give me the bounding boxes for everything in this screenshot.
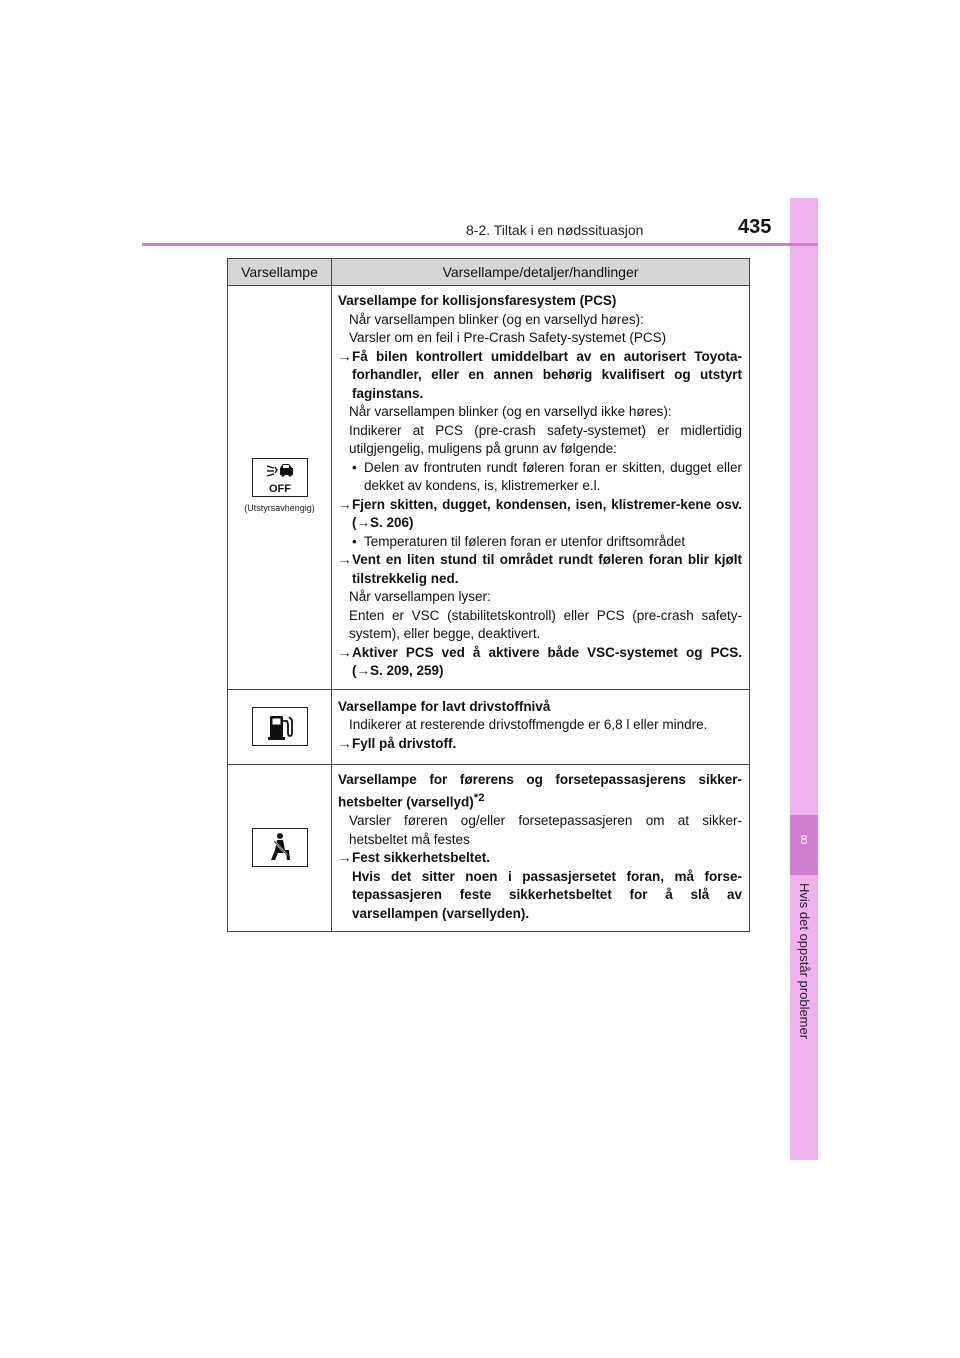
bullet-item	[338, 533, 742, 552]
detail-line: Når varsellampen blinker (og en varsellyd ikke høres):	[349, 404, 672, 419]
header-rule	[142, 243, 818, 246]
section-title: 8-2. Tiltak i en nødssituasjon	[466, 222, 644, 238]
detail-line: Indikerer at resterende drivstoffmengde er 6,8 l eller mindre.	[349, 717, 708, 733]
icon-cell	[228, 286, 332, 690]
arrow-icon: →	[338, 348, 352, 364]
action-line	[338, 348, 742, 404]
row-title	[338, 771, 742, 813]
icon-note: (Utstyrsavhengig)	[244, 502, 315, 513]
table-row	[228, 689, 750, 764]
action-line	[338, 868, 742, 924]
arrow-icon: →	[338, 496, 352, 512]
detail-line: Indikerer at PCS (pre-crash safety-systemet) er midlertidig utilgjengelig, muligens på grunn av følgende:	[349, 422, 742, 456]
action-text: Få bilen kontrollert umiddelbart av en autorisert Toyota-forhandler, eller en annen behørig kvalifisert og utstyrt faginstans.	[352, 348, 742, 401]
detail-line: Varsler føreren og/eller forsetepassasjeren om at sikker-hetsbeltet må festes	[349, 813, 742, 847]
action-line	[338, 849, 742, 868]
chapter-title: Hvis det oppstår problemer	[797, 883, 812, 1040]
chapter-number: 8	[800, 832, 808, 847]
col-header-details: Varsellampe/detaljer/handlinger	[332, 259, 750, 286]
chapter-side-tab	[790, 198, 818, 1160]
action-text: Hvis det sitter noen i passasjersetet foran, må forse-tepassasjeren feste sikkerhetsbeltet for å slå av varsellampen (varsellyden).	[352, 868, 742, 921]
table-header-row	[228, 259, 750, 286]
arrow-icon: →	[338, 644, 352, 660]
row-title-text: Varsellampe for førerens og forsetepassasjerens sikker-hetsbelter (varsellyd)	[338, 771, 742, 810]
action-line	[338, 551, 742, 588]
action-text: Fest sikkerhetsbeltet.	[352, 850, 491, 865]
bullet-text: Delen av frontruten rundt føleren foran er skitten, dugget eller dekket av kondens, is, klistremerker e.l.	[364, 459, 742, 493]
details-cell	[332, 689, 750, 764]
bullet-text: Temperaturen til føleren foran er utenfor driftsområdet	[364, 533, 686, 549]
details-cell	[332, 286, 750, 690]
arrow-spacer	[338, 868, 352, 924]
arrow-icon: →	[338, 850, 352, 865]
action-text: Vent en liten stund til området rundt føleren foran blir kjølt tilstrekkelig ned.	[352, 552, 742, 586]
detail-line: Varsler om en feil i Pre-Crash Safety-systemet (PCS)	[349, 330, 667, 345]
pcs-off-icon	[252, 458, 308, 497]
detail-line: Når varsellampen blinker (og en varsellyd høres):	[349, 311, 644, 327]
icon-cell	[228, 689, 332, 764]
icon-cell	[228, 764, 332, 932]
action-line	[338, 735, 742, 754]
table-row	[228, 286, 750, 690]
bullet-icon: •	[352, 533, 357, 549]
row-title: Varsellampe for kollisjonsfaresystem (PCS)	[338, 293, 617, 308]
bullet-icon: •	[352, 459, 357, 475]
action-text: Fyll på drivstoff.	[352, 735, 457, 751]
warning-lamp-table	[227, 258, 750, 932]
bullet-item	[338, 459, 742, 496]
col-header-lamp: Varsellampe	[228, 259, 332, 286]
details-cell	[332, 764, 750, 932]
action-line	[338, 496, 742, 533]
arrow-icon: →	[338, 735, 352, 751]
footnote-marker: *2	[473, 792, 485, 804]
table-row	[228, 764, 750, 932]
action-line	[338, 644, 742, 681]
action-text: Fjern skitten, dugget, kondensen, isen, klistremer-kene osv. (→S. 206)	[352, 496, 742, 530]
detail-line: Enten er VSC (stabilitetskontroll) eller PCS (pre-crash safety-system), eller begge, deaktivert.	[349, 607, 742, 641]
fuel-pump-icon	[252, 707, 308, 746]
action-text: Aktiver PCS ved å aktivere både VSC-systemet og PCS. (→S. 209, 259)	[352, 644, 742, 678]
pcs-off-label: OFF	[268, 482, 291, 495]
page-number: 435	[738, 216, 772, 238]
arrow-icon: →	[338, 552, 352, 567]
detail-line: Når varsellampen lyser:	[349, 589, 491, 604]
seatbelt-icon	[252, 828, 308, 867]
row-title: Varsellampe for lavt drivstoffnivå	[338, 698, 551, 714]
